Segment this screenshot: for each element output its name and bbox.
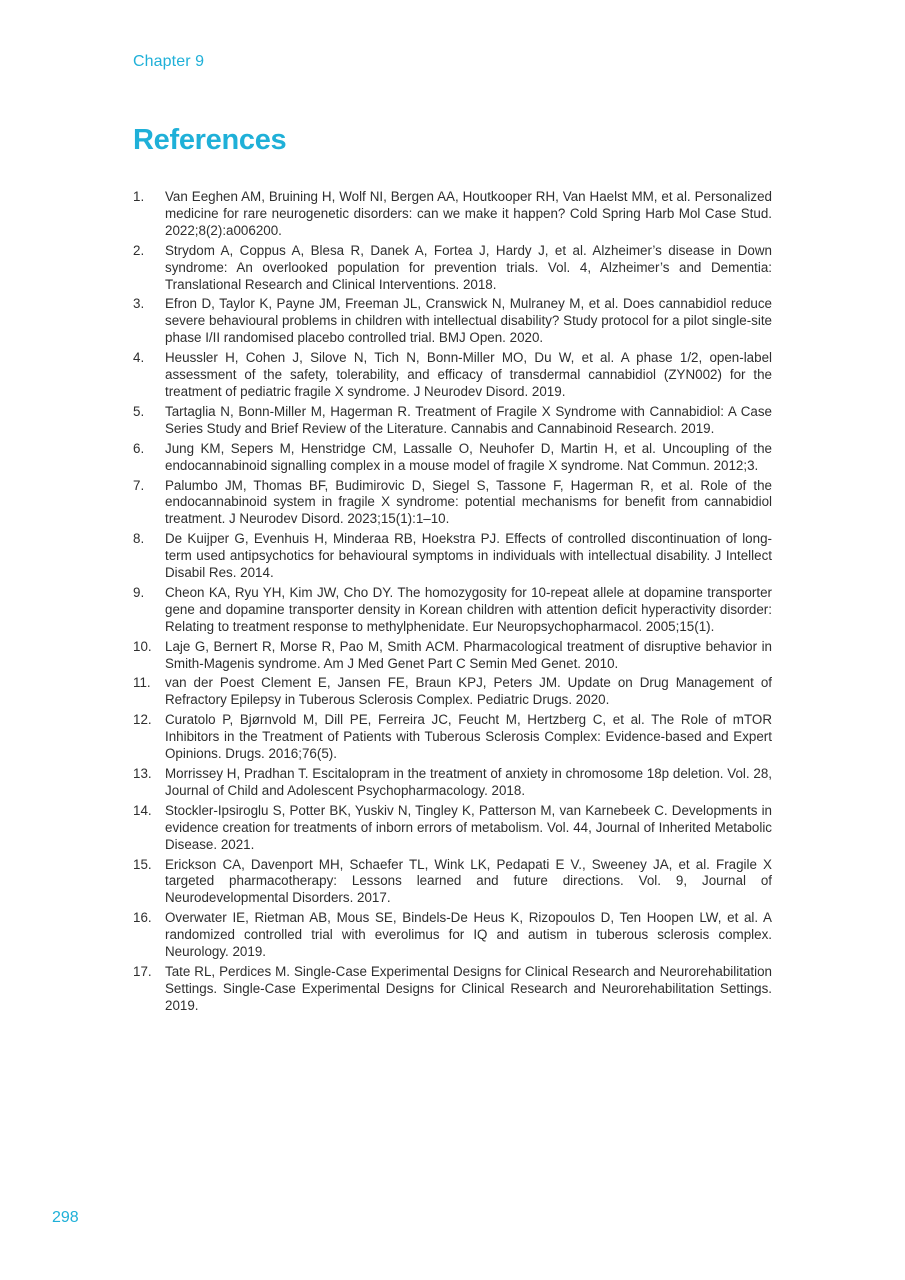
section-title: References — [133, 124, 287, 156]
reference-item — [133, 243, 772, 294]
reference-text: Laje G, Bernert R, Morse R, Pao M, Smith ACM. Pharmacological treatment of disruptive behavior in Smith-Magenis syndrome. Am J Med Genet Part C Semin Med Genet. 2010. — [165, 638, 772, 671]
reference-number: 5. — [133, 403, 145, 419]
reference-number: 4. — [133, 350, 145, 366]
reference-item — [133, 478, 772, 529]
reference-text: Heussler H, Cohen J, Silove N, Tich N, Bonn-Miller MO, Du W, et al. A phase 1/2, open-label assessment of the safety, tolerability, and efficacy of transdermal cannabidiol (ZYN002) for the treatment of pediatric fragile X syndrome. J Neurodev Disord. 2019. — [165, 350, 772, 399]
reference-item — [133, 766, 772, 800]
reference-number: 12. — [133, 712, 152, 728]
reference-number: 15. — [133, 856, 152, 872]
reference-number: 6. — [133, 440, 145, 456]
reference-text: Van Eeghen AM, Bruining H, Wolf NI, Bergen AA, Houtkooper RH, Van Haelst MM, et al. Personalized medicine for rare neurogenetic disorders: can we make it happen? Cold Spring Harb Mol Case Stud. 2022;8(2):a006200. — [165, 189, 772, 238]
reference-text: Efron D, Taylor K, Payne JM, Freeman JL, Cranswick N, Mulraney M, et al. Does cannabidiol reduce severe behavioural problems in children with intellectual disability? Study protocol for a pilot single-site phase I/II randomised placebo controlled trial. BMJ Open. 2020. — [165, 296, 772, 346]
reference-item — [133, 441, 772, 475]
reference-number: 8. — [133, 531, 145, 547]
chapter-label: Chapter 9 — [133, 53, 205, 70]
reference-number: 9. — [133, 584, 145, 600]
reference-text: Erickson CA, Davenport MH, Schaefer TL, Wink LK, Pedapati E V., Sweeney JA, et al. Fragile X targeted pharmacotherapy: Lessons learned and future directions. Vol. 9, Journal of Neurodevelopmental Disorders. 2017. — [165, 856, 772, 906]
reference-text: Tartaglia N, Bonn-Miller M, Hagerman R. Treatment of Fragile X Syndrome with Cannabidiol: A Case Series Study and Brief Review of the Literature. Cannabis and Cannabinoid Research. 2019. — [165, 403, 772, 436]
reference-item — [133, 803, 772, 854]
reference-item — [133, 712, 772, 763]
reference-item — [133, 189, 772, 240]
reference-text: Morrissey H, Pradhan T. Escitalopram in the treatment of anxiety in chromosome 18p deletion. Vol. 28, Journal of Child and Adolescent Psychopharmacology. 2018. — [165, 766, 772, 798]
reference-item — [133, 585, 772, 636]
reference-text: De Kuijper G, Evenhuis H, Minderaa RB, Hoekstra PJ. Effects of controlled discontinuation of long-term used antipsychotics for behavioural symptoms in individuals with intellectual disability. J Intellect Disabil Res. 2014. — [165, 531, 772, 581]
reference-text: Curatolo P, Bjørnvold M, Dill PE, Ferreira JC, Feucht M, Hertzberg C, et al. The Role of mTOR Inhibitors in the Treatment of Patients with Tuberous Sclerosis Complex: Evidence-based and Expert Opinions. Drugs. 2016;76(5). — [165, 712, 772, 762]
reference-number: 16. — [133, 910, 152, 926]
reference-text: Overwater IE, Rietman AB, Mous SE, Bindels-De Heus K, Rizopoulos D, Ten Hoopen LW, et al. A randomized controlled trial with everolimus for IQ and autism in tuberous sclerosis complex. Neurology. 2019. — [165, 910, 772, 960]
reference-number: 11. — [133, 675, 151, 691]
reference-text: Strydom A, Coppus A, Blesa R, Danek A, Fortea J, Hardy J, et al. Alzheimer’s disease in Down syndrome: An overlooked population for prevention trials. Vol. 4, Alzheimer’s and Dementia: Translational Research and Clinical Interventions. 2018. — [165, 242, 772, 292]
reference-number: 3. — [133, 296, 145, 312]
reference-item — [133, 531, 772, 582]
reference-text: Tate RL, Perdices M. Single-Case Experimental Designs for Clinical Research and Neurorehabilitation Settings. Single-Case Experimental Designs for Clinical Research and Neurorehabilitation Settings. 2019. — [165, 963, 772, 1013]
reference-number: 10. — [133, 638, 152, 654]
reference-item — [133, 964, 772, 1015]
reference-number: 14. — [133, 802, 152, 818]
reference-item — [133, 910, 772, 961]
reference-list — [133, 189, 772, 1018]
reference-text: Cheon KA, Ryu YH, Kim JW, Cho DY. The homozygosity for 10-repeat allele at dopamine transporter gene and dopamine transporter density in Korean children with attention deficit hyperactivity disorder: Relating to treatment response to methylphenidate. Eur Neuropsychopharmacol. 2005;15(1). — [165, 584, 772, 634]
reference-text: van der Poest Clement E, Jansen FE, Braun KPJ, Peters JM. Update on Drug Management of Refractory Epilepsy in Tuberous Sclerosis Complex. Pediatric Drugs. 2020. — [165, 675, 772, 708]
reference-text: Palumbo JM, Thomas BF, Budimirovic D, Siegel S, Tassone F, Hagerman R, et al. Role of the endocannabinoid system in fragile X syndrome: potential mechanisms for benefit from cannabidiol treatment. J Neurodev Disord. 2023;15(1):1–10. — [165, 477, 772, 527]
page-number: 298 — [52, 1209, 79, 1226]
reference-item — [133, 857, 772, 908]
reference-number: 1. — [133, 189, 145, 204]
reference-item — [133, 675, 772, 709]
reference-item — [133, 350, 772, 401]
reference-number: 17. — [133, 963, 152, 979]
reference-item — [133, 296, 772, 347]
reference-item — [133, 404, 772, 438]
reference-item — [133, 639, 772, 673]
reference-number: 13. — [133, 766, 152, 781]
reference-text: Jung KM, Sepers M, Henstridge CM, Lassalle O, Neuhofer D, Martin H, et al. Uncoupling of the endocannabinoid signalling complex in a mouse model of fragile X syndrome. Nat Commun. 2012;3. — [165, 440, 772, 473]
reference-text: Stockler-Ipsiroglu S, Potter BK, Yuskiv N, Tingley K, Patterson M, van Karnebeek C. Developments in evidence creation for treatments of inborn errors of metabolism. Vol. 44, Journal of Inherited Metabolic Disease. 2021. — [165, 802, 772, 852]
reference-number: 7. — [133, 477, 145, 493]
reference-number: 2. — [133, 242, 145, 258]
